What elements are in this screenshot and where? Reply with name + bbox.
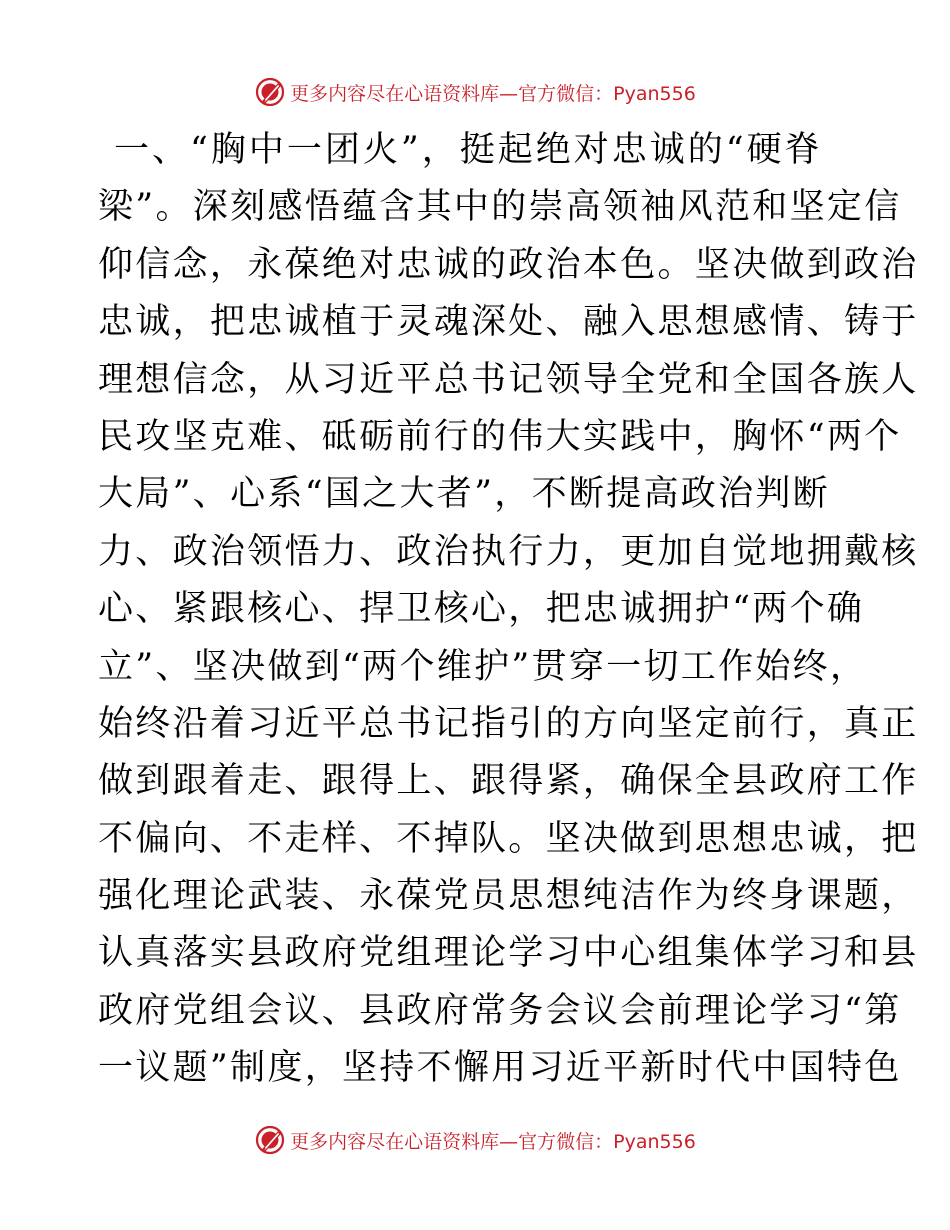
body-line: 大局”、心系“国之大者”，不断提高政治判断: [98, 474, 830, 515]
body-line: 不偏向、不走样、不掉队。坚决做到思想忠诚，把: [98, 818, 919, 859]
body-line: 心、紧跟核心、捍卫核心，把忠诚拥护“两个确: [98, 589, 865, 630]
pen-seal-logo-icon: [254, 1124, 286, 1156]
body-line: 政府党组会议、县政府常务会议会前理论学习“第: [98, 990, 902, 1031]
body-line: 认真落实县政府党组理论学习中心组集体学习和县: [98, 933, 919, 974]
body-line: 力、政治领悟力、政治执行力，更加自觉地拥戴核: [98, 531, 919, 572]
document-body: [98, 122, 919, 1098]
pen-seal-logo-icon: [254, 76, 286, 108]
body-line: 仰信念，永葆绝对忠诚的政治本色。坚决做到政治: [98, 244, 919, 285]
body-line: 立”、坚决做到“两个维护”贯穿一切工作始终，: [98, 646, 868, 687]
footer-watermark: [0, 1120, 950, 1160]
body-line: 始终沿着习近平总书记指引的方向坚定前行，真正: [98, 703, 919, 744]
body-line: 理想信念，从习近平总书记领导全党和全国各族人: [98, 359, 919, 400]
body-line: 做到跟着走、跟得上、跟得紧，确保全县政府工作: [98, 761, 919, 802]
section-heading-line: 一、“胸中一团火”，挺起绝对忠诚的“硬脊: [114, 130, 823, 170]
body-line: 梁”。深刻感悟蕴含其中的崇高领袖风范和坚定信: [98, 187, 902, 228]
body-line: 民攻坚克难、砥砺前行的伟大实践中，胸怀“两个: [98, 416, 902, 457]
body-line: 一议题”制度，坚持不懈用习近平新时代中国特色: [98, 1048, 902, 1089]
watermark-text: 更多内容尽在心语资料库—官方微信：Pyan556: [290, 1130, 696, 1153]
header-watermark: [0, 72, 950, 112]
watermark-text: 更多内容尽在心语资料库—官方微信：Pyan556: [290, 82, 696, 105]
body-line: 强化理论武装、永葆党员思想纯洁作为终身课题，: [98, 876, 919, 917]
body-line: 忠诚，把忠诚植于灵魂深处、融入思想感情、铸于: [98, 302, 919, 343]
